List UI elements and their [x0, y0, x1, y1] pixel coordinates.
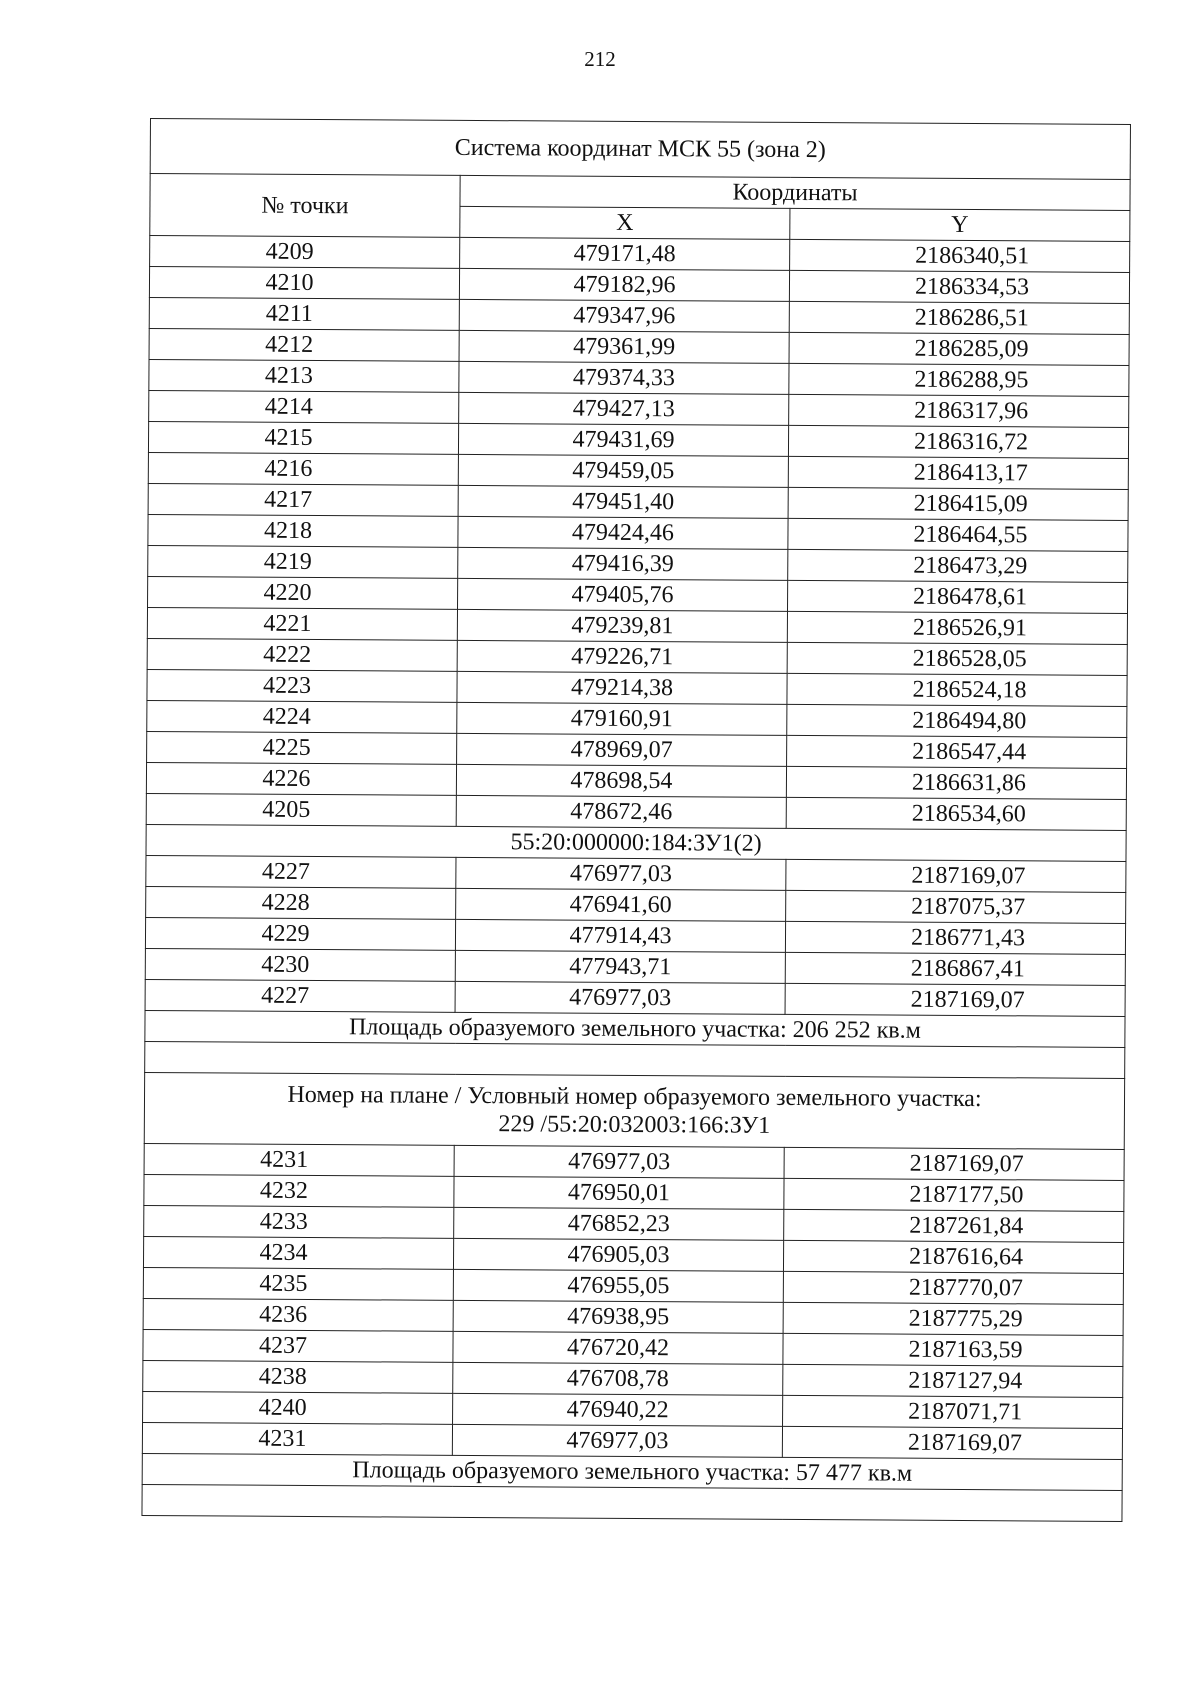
x-coordinate-cell: 476938,95	[453, 1300, 783, 1333]
point-number-cell: 4227	[146, 855, 456, 888]
x-coordinate-cell: 479416,39	[458, 547, 788, 580]
x-coordinate-cell: 479405,76	[458, 578, 788, 611]
y-coordinate-cell: 2187071,71	[783, 1395, 1123, 1428]
x-coordinate-cell: 479374,33	[459, 361, 789, 394]
x-coordinate-cell: 476977,03	[456, 857, 786, 890]
point-number-cell: 4226	[146, 762, 456, 795]
header-row-top	[150, 174, 1130, 211]
x-coordinate-cell: 479171,48	[460, 237, 790, 270]
point-number-cell: 4221	[147, 607, 457, 640]
x-coordinate-cell: 476955,05	[453, 1269, 783, 1302]
point-number-cell: 4218	[148, 514, 458, 547]
y-coordinate-cell: 2187169,07	[784, 1147, 1124, 1180]
y-coordinate-cell: 2187616,64	[783, 1240, 1123, 1273]
block3-title	[144, 1072, 1124, 1149]
y-coordinate-cell: 2186494,80	[787, 704, 1127, 737]
point-number-cell: 4213	[149, 359, 459, 392]
block3-title-line2: 229 /55:20:032003:166:ЗУ1	[498, 1111, 771, 1139]
y-coordinate-cell: 2186334,53	[789, 270, 1129, 303]
point-number-cell: 4210	[149, 267, 459, 300]
y-coordinate-cell: 2186526,91	[787, 611, 1127, 644]
point-number-cell: 4215	[148, 421, 458, 454]
x-coordinate-cell: 476941,60	[456, 888, 786, 921]
point-number-cell: 4224	[147, 700, 457, 733]
y-coordinate-cell: 2187169,07	[786, 859, 1126, 892]
coordinates-header: Координаты	[460, 175, 1130, 210]
x-coordinate-cell: 477914,43	[455, 919, 785, 952]
coordinates-table	[141, 118, 1131, 1522]
y-coordinate-cell: 2186415,09	[788, 487, 1128, 520]
x-coordinate-cell: 476852,23	[454, 1207, 784, 1240]
y-coordinate-cell: 2186528,05	[787, 642, 1127, 675]
x-coordinate-cell: 479459,05	[458, 454, 788, 487]
point-number-cell: 4225	[147, 731, 457, 764]
y-coordinate-cell: 2186547,44	[787, 735, 1127, 768]
coordinates-table-body	[142, 119, 1131, 1522]
x-header: X	[460, 206, 790, 239]
y-coordinate-cell: 2187775,29	[783, 1302, 1123, 1335]
blank-footer	[142, 1484, 1122, 1521]
y-coordinate-cell: 2186288,95	[789, 363, 1129, 396]
y-coordinate-cell: 2187169,07	[785, 983, 1125, 1016]
point-number-cell: 4209	[150, 236, 460, 269]
x-coordinate-cell: 476708,78	[453, 1362, 783, 1395]
point-number-header: № точки	[150, 174, 460, 238]
coord-system-row	[150, 119, 1130, 180]
coord-system-title: Система координат МСК 55 (зона 2)	[150, 119, 1130, 180]
x-coordinate-cell: 478969,07	[457, 733, 787, 766]
y-coordinate-cell: 2186317,96	[789, 394, 1129, 427]
point-number-cell: 4238	[143, 1360, 453, 1393]
block2-area: Площадь образуемого земельного участка: 206 252 кв.м	[145, 1010, 1125, 1047]
point-number-cell: 4237	[143, 1329, 453, 1362]
point-number-cell: 4222	[147, 638, 457, 671]
point-number-cell: 4231	[144, 1143, 454, 1176]
y-coordinate-cell: 2186473,29	[788, 549, 1128, 582]
point-number-cell: 4228	[146, 886, 456, 919]
x-coordinate-cell: 479182,96	[459, 268, 789, 301]
y-coordinate-cell: 2187770,07	[783, 1271, 1123, 1304]
y-coordinate-cell: 2187127,94	[783, 1364, 1123, 1397]
point-number-cell: 4232	[144, 1174, 454, 1207]
blank-footer-row	[142, 1484, 1122, 1521]
y-coordinate-cell: 2186285,09	[789, 332, 1129, 365]
x-coordinate-cell: 476977,03	[452, 1424, 782, 1457]
x-coordinate-cell: 476977,03	[454, 1145, 784, 1178]
y-coordinate-cell: 2187261,84	[784, 1209, 1124, 1242]
x-coordinate-cell: 476905,03	[453, 1238, 783, 1271]
y-coordinate-cell: 2187169,07	[782, 1426, 1122, 1459]
point-number-cell: 4216	[148, 452, 458, 485]
x-coordinate-cell: 479361,99	[459, 330, 789, 363]
y-coordinate-cell: 2186286,51	[789, 301, 1129, 334]
point-number-cell: 4230	[145, 948, 455, 981]
x-coordinate-cell: 477943,71	[455, 950, 785, 983]
point-number-cell: 4211	[149, 297, 459, 330]
point-number-cell: 4235	[143, 1267, 453, 1300]
point-number-cell: 4227	[145, 979, 455, 1012]
x-coordinate-cell: 478698,54	[456, 764, 786, 797]
x-coordinate-cell: 479427,13	[459, 392, 789, 425]
y-coordinate-cell: 2186534,60	[786, 797, 1126, 830]
y-coordinate-cell: 2186867,41	[785, 952, 1125, 985]
y-coordinate-cell: 2186478,61	[787, 580, 1127, 613]
x-coordinate-cell: 479347,96	[459, 299, 789, 332]
x-coordinate-cell: 479226,71	[457, 640, 787, 673]
block3-title-row	[144, 1072, 1124, 1149]
x-coordinate-cell: 476720,42	[453, 1331, 783, 1364]
point-number-cell: 4231	[142, 1422, 452, 1455]
x-coordinate-cell: 479431,69	[458, 423, 788, 456]
block3-area: Площадь образуемого земельного участка: 57 477 кв.м	[142, 1453, 1122, 1490]
x-coordinate-cell: 479451,40	[458, 485, 788, 518]
y-coordinate-cell: 2187075,37	[786, 890, 1126, 923]
x-coordinate-cell: 478672,46	[456, 795, 786, 828]
x-coordinate-cell: 476950,01	[454, 1176, 784, 1209]
block3-title-line1: Номер на плане / Условный номер образуемого земельного участка:	[287, 1081, 982, 1113]
x-coordinate-cell: 479160,91	[457, 702, 787, 735]
page-number: 212	[584, 47, 616, 71]
point-number-cell: 4240	[143, 1391, 453, 1424]
y-coordinate-cell: 2186524,18	[787, 673, 1127, 706]
point-number-cell: 4233	[144, 1205, 454, 1238]
point-number-cell: 4229	[145, 917, 455, 950]
point-number-cell: 4234	[143, 1236, 453, 1269]
y-coordinate-cell: 2186631,86	[786, 766, 1126, 799]
y-coordinate-cell: 2186464,55	[788, 518, 1128, 551]
point-number-cell: 4220	[148, 576, 458, 609]
point-number-cell: 4214	[149, 390, 459, 423]
y-header: Y	[790, 208, 1130, 241]
block2-title: 55:20:000000:184:ЗУ1(2)	[146, 824, 1126, 861]
y-coordinate-cell: 2186771,43	[785, 921, 1125, 954]
point-number-cell: 4219	[148, 545, 458, 578]
point-number-cell: 4205	[146, 793, 456, 826]
y-coordinate-cell: 2187177,50	[784, 1178, 1124, 1211]
y-coordinate-cell: 2186340,51	[790, 239, 1130, 272]
y-coordinate-cell: 2187163,59	[783, 1333, 1123, 1366]
point-number-cell: 4236	[143, 1298, 453, 1331]
point-number-cell: 4212	[149, 328, 459, 361]
x-coordinate-cell: 479239,81	[457, 609, 787, 642]
x-coordinate-cell: 476940,22	[453, 1393, 783, 1426]
x-coordinate-cell: 476977,03	[455, 981, 785, 1014]
y-coordinate-cell: 2186316,72	[788, 425, 1128, 458]
point-number-cell: 4223	[147, 669, 457, 702]
y-coordinate-cell: 2186413,17	[788, 456, 1128, 489]
x-coordinate-cell: 479424,46	[458, 516, 788, 549]
x-coordinate-cell: 479214,38	[457, 671, 787, 704]
point-number-cell: 4217	[148, 483, 458, 516]
